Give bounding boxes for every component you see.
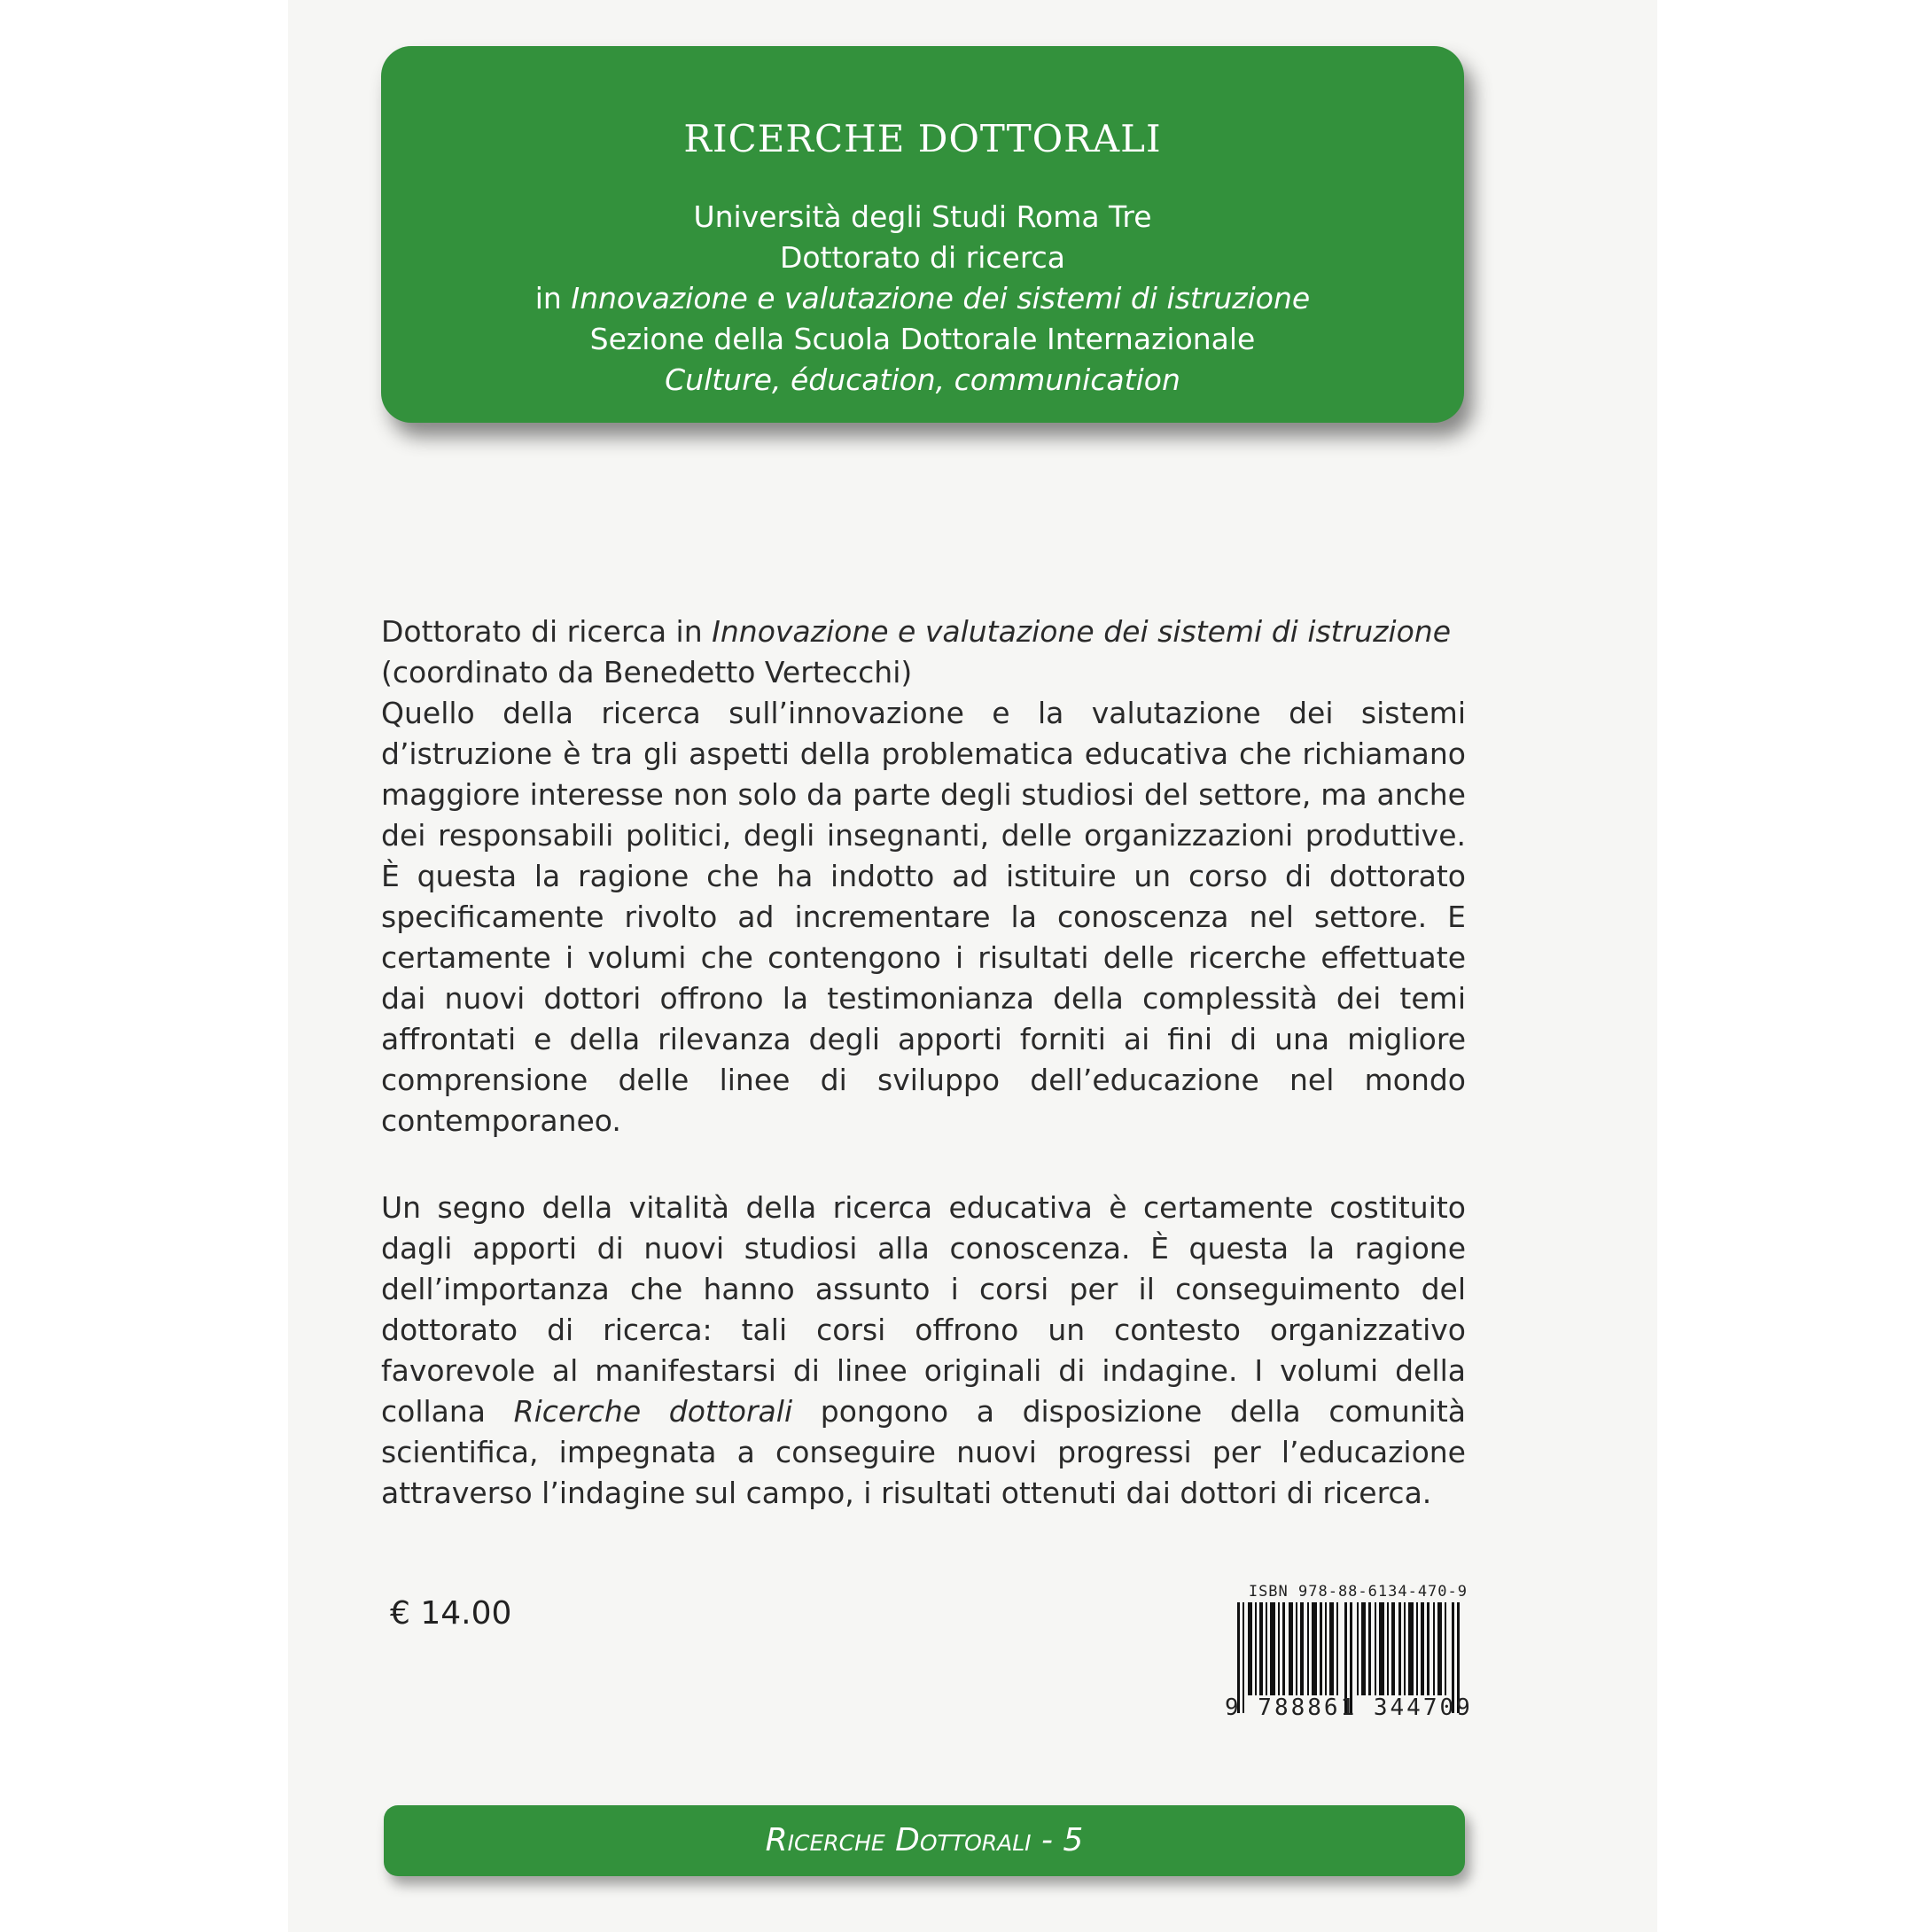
coordinator-line: (coordinato da Benedetto Vertecchi) [381,655,913,689]
text-line: Quello della ricerca sull’innovazione e la valutazione dei sistemi d’istruzione [381,696,1466,771]
text-line: interesse non solo da parte degli studiosi del settore, ma anche dei [381,777,1466,853]
text-line: disposizione della comunità scientifica, impegnata a conseguire nuovi [381,1394,1466,1469]
intro-prefix: Dottorato di ricerca in [381,614,713,649]
doctorate-subject-title: Innovazione e valutazione dei sistemi di istruzione [571,281,1311,316]
text-line: pongono a [792,1394,994,1429]
text-line: che hanno assunto i corsi per il conseguimento del dottorato di ricerca: tali [381,1272,1466,1347]
series-name-italic: Ricerche dottorali [513,1394,793,1429]
text-line: apporti di nuovi studiosi alla conoscenza. È questa la ragione dell’importanza [381,1231,1466,1306]
text-line: originali di indagine. I volumi della collana [381,1353,1466,1429]
text-line: nuovi dottori offrono la testimonianza della complessità dei temi affrontati e [381,981,1466,1056]
paragraph-intro [381,612,1466,652]
doctorate-subject-prefix: in [534,281,572,316]
text-line: progressi per l’educazione attraverso l’indagine sul campo, i risultati ottenuti [381,1435,1466,1510]
doctoral-school-motto: Culture, éducation, communication [665,362,1180,397]
text-line: specificamente rivolto ad incrementare la conoscenza nel settore. E [381,900,1466,934]
doctorate-subject [381,278,1464,319]
series-title: RICERCHE DOTTORALI [683,117,1162,160]
description-paragraph-2 [381,1188,1466,1514]
text-line: questa la ragione che ha indotto ad istituire un corso di dottorato [417,859,1466,893]
doctorate-label: Dottorato di ricerca [779,240,1066,275]
text-line: responsabili politici, degli insegnanti, delle organizzazioni produttive. È [381,818,1467,893]
university-name: Università degli Studi Roma Tre [693,199,1152,234]
text-line: dai dottori di ricerca. [1126,1476,1432,1510]
text-line: certamente i volumi che contengono i risultati delle ricerche effettuate dai [381,940,1466,1016]
text-line: della rilevanza degli apporti forniti ai fini di una migliore comprensione delle [381,1022,1467,1097]
description-paragraph-1 [381,612,1466,1141]
text-line: linee di sviluppo dell’educazione nel mondo contemporaneo. [381,1063,1466,1138]
institution-info [381,197,1464,401]
price-label: € 14.00 [390,1595,512,1632]
barcode-number: 9 788861 344709 [1225,1694,1473,1721]
series-footer-bar: Ricerche Dottorali - 5 [384,1805,1465,1876]
doctoral-school-section: Sezione della Scuola Dottorale Internazionale [589,322,1256,356]
text-line: è tra gli aspetti della problematica educativa che richiamano maggiore [381,736,1466,812]
text-line: Un segno della vitalità della ricerca educativa è certamente costituito dagli [381,1190,1466,1266]
text-line: corsi offrono un contesto organizzativo favorevole al manifestarsi di linee [381,1313,1466,1388]
intro-italic-title: Innovazione e valutazione dei sistemi di istruzione [712,614,1452,649]
series-header-box [381,46,1464,423]
paragraph1-body [381,696,1466,1138]
isbn-label: ISBN 978-88-6134-470-9 [1248,1583,1468,1601]
